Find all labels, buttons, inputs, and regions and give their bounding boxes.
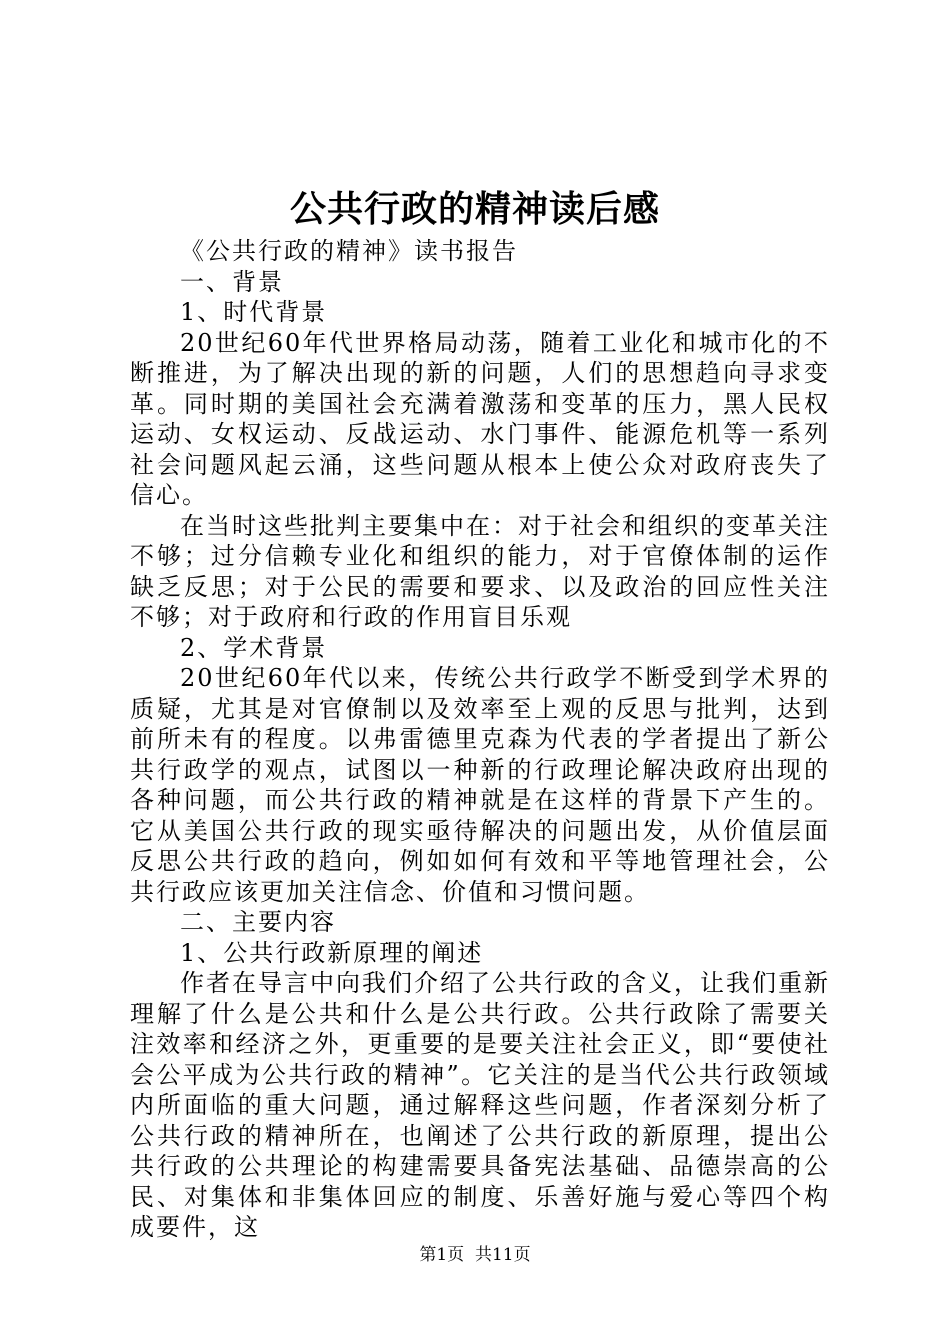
subsection-heading-academic-background: 2、学术背景 xyxy=(180,633,328,662)
section-heading-background: 一、背景 xyxy=(180,267,284,296)
subsection-heading-new-principles: 1、公共行政新原理的阐述 xyxy=(180,938,484,967)
document-body xyxy=(130,236,830,1243)
body-paragraph: 作者在导言中向我们介绍了公共行政的含义，让我们重新理解了什么是公共和什么是公共行政。公共行政除了需要关注效率和经济之外，更重要的是要关注社会正义，即“要使社会公平成为公共行政的精神”。它关注的是当代公共行政领域内所面临的重大问题，通过解释这些问题，作者深刻分析了公共行政的精神所在，也阐述了公共行政的新原理，提出公共行政的公共理论的构建需要具备宪法基础、品德崇高的公民、对集体和非集体回应的制度、乐善好施与爱心等四个构成要件，这 xyxy=(130,969,830,1241)
page-number-footer: 第1页 共11页 xyxy=(419,1245,531,1265)
body-paragraph: 20世纪60年代以来，传统公共行政学不断受到学术界的质疑，尤其是对官僚制以及效率至上观的反思与批判，达到前所未有的程度。以弗雷德里克森为代表的学者提出了新公共行政学的观点，试图以一种新的行政理论解决政府出现的各种问题，而公共行政的精神就是在这样的背景下产生的。它从美国公共行政的现实亟待解决的问题出发，从价值层面反思公共行政的趋向，例如如何有效和平等地管理社会，公共行政应该更加关注信念、价值和习惯问题。 xyxy=(130,664,830,906)
subsection-heading-era-background: 1、时代背景 xyxy=(180,298,328,326)
section-heading-main-content: 二、主要内容 xyxy=(180,908,336,936)
body-paragraph: 在当时这些批判主要集中在：对于社会和组织的变革关注不够；过分信赖专业化和组织的能力，对于官僚体制的运作缺乏反思；对于公民的需要和要求、以及政治的回应性关注不够；对于政府和行政的作用盲目乐观 xyxy=(130,511,830,631)
body-paragraph: 20世纪60年代世界格局动荡，随着工业化和城市化的不断推进，为了解决出现的新的问题，人们的思想趋向寻求变革。同时期的美国社会充满着激荡和变革的压力，黑人民权运动、女权运动、反战运动、水门事件、能源危机等一系列社会问题风起云涌，这些问题从根本上使公众对政府丧失了信心。 xyxy=(130,328,830,509)
report-heading: 《公共行政的精神》读书报告 xyxy=(180,237,518,265)
document-title: 公共行政的精神读后感 xyxy=(289,188,660,230)
